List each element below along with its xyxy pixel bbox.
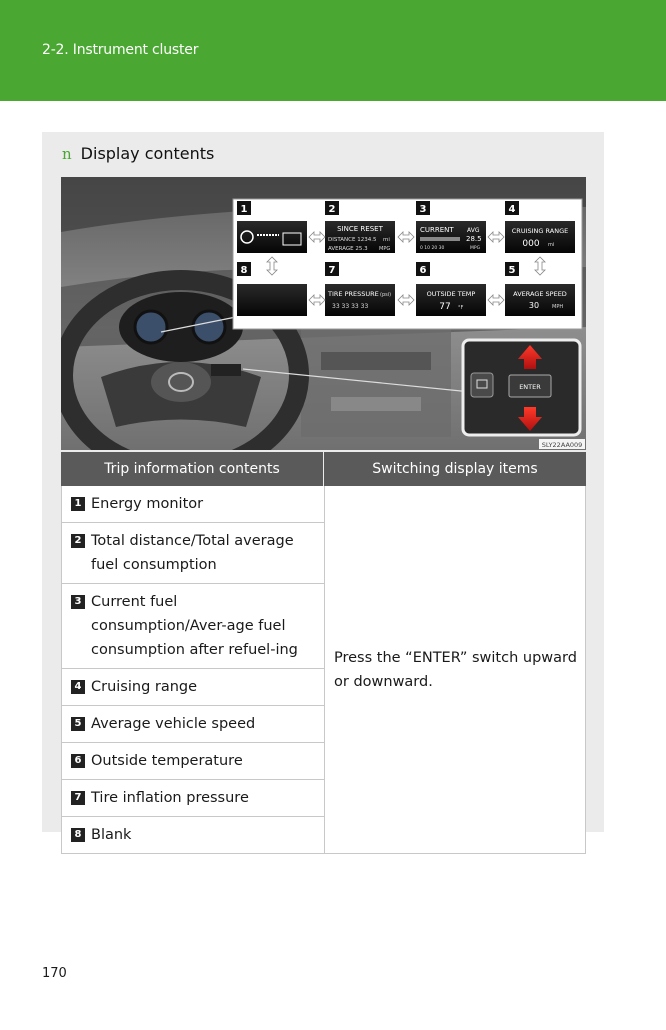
svg-text:3: 3 (419, 204, 427, 215)
page-number: 170 (42, 966, 67, 981)
svg-text:2: 2 (328, 204, 336, 215)
svg-text:MPG: MPG (470, 246, 481, 251)
content-panel (42, 132, 604, 843)
heading-text: Display contents (80, 144, 215, 163)
illustration-code: SLY22AA009 (541, 441, 583, 449)
chapter-header (0, 0, 666, 101)
svg-text:1: 1 (240, 204, 248, 215)
table-row (62, 743, 324, 780)
svg-text:AVERAGE SPEED: AVERAGE SPEED (513, 290, 567, 298)
item-text: Outside temperature (91, 753, 243, 769)
svg-text:4: 4 (508, 204, 516, 215)
svg-text:AVG: AVG (467, 227, 480, 234)
item-number: 2 (71, 534, 85, 548)
item-number: 8 (71, 828, 85, 842)
dashboard-illustration (61, 177, 586, 450)
svg-text:0 10 20 30: 0 10 20 30 (420, 246, 445, 251)
svg-text:DISTANCE 1234.5: DISTANCE 1234.5 (328, 237, 377, 243)
heading-bullet: n (62, 145, 72, 163)
item-number: 1 (71, 497, 85, 511)
table-row (62, 584, 324, 669)
section-heading (62, 144, 214, 163)
trip-info-table (61, 452, 586, 854)
header-trip-info: Trip information contents (61, 452, 324, 486)
svg-text:8: 8 (240, 265, 248, 276)
switching-cell (325, 486, 585, 853)
switch-instruction: Press the “ENTER” switch upward or downward. (334, 649, 577, 690)
item-number: 7 (71, 791, 85, 805)
svg-text:°F: °F (458, 305, 464, 311)
table-row (62, 523, 324, 584)
svg-text:5: 5 (508, 265, 516, 276)
svg-text:SINCE RESET: SINCE RESET (337, 225, 383, 233)
enter-switch-callout (463, 340, 580, 435)
table-row (62, 486, 324, 523)
svg-text:mi: mi (383, 237, 390, 243)
svg-text:30: 30 (528, 301, 540, 310)
svg-text:OUTSIDE TEMP: OUTSIDE TEMP (426, 290, 476, 298)
svg-text:33 33 33 33: 33 33 33 33 (332, 303, 369, 310)
item-text: Current fuel consumption/Aver-age fuel consumption after refuel-ing (91, 594, 298, 658)
table-header (61, 452, 586, 486)
item-text: Total distance/Total average fuel consumption (91, 533, 294, 573)
svg-text:6: 6 (419, 265, 427, 276)
trip-info-column (62, 486, 325, 853)
svg-text:CRUISING RANGE: CRUISING RANGE (511, 227, 569, 235)
svg-text:CURRENT: CURRENT (420, 226, 454, 234)
enter-label: ENTER (519, 383, 541, 391)
svg-text:(psi): (psi) (380, 292, 392, 298)
svg-text:AVERAGE 25.3: AVERAGE 25.3 (328, 246, 368, 252)
table-row (62, 817, 324, 853)
item-text: Cruising range (91, 679, 198, 695)
svg-text:mi: mi (548, 242, 555, 248)
item-text: Tire inflation pressure (91, 790, 249, 806)
item-number: 4 (71, 680, 85, 694)
svg-text:28.5: 28.5 (466, 235, 482, 243)
svg-text:000: 000 (522, 239, 540, 249)
table-row (62, 706, 324, 743)
header-switching: Switching display items (372, 461, 538, 477)
item-number: 5 (71, 717, 85, 731)
item-number: 3 (71, 595, 85, 609)
item-number: 6 (71, 754, 85, 768)
svg-text:MPH: MPH (552, 304, 564, 310)
item-text: Blank (91, 827, 132, 843)
svg-text:7: 7 (328, 265, 336, 276)
item-text: Energy monitor (91, 496, 204, 512)
item-text: Average vehicle speed (91, 716, 256, 732)
svg-text:MPG: MPG (379, 246, 391, 252)
section-title: 2-2. Instrument cluster (42, 42, 199, 58)
table-body (61, 486, 586, 854)
svg-text:77: 77 (439, 302, 451, 312)
svg-text:TIRE PRESSURE: TIRE PRESSURE (328, 290, 379, 298)
table-row (62, 780, 324, 817)
table-row (62, 669, 324, 706)
